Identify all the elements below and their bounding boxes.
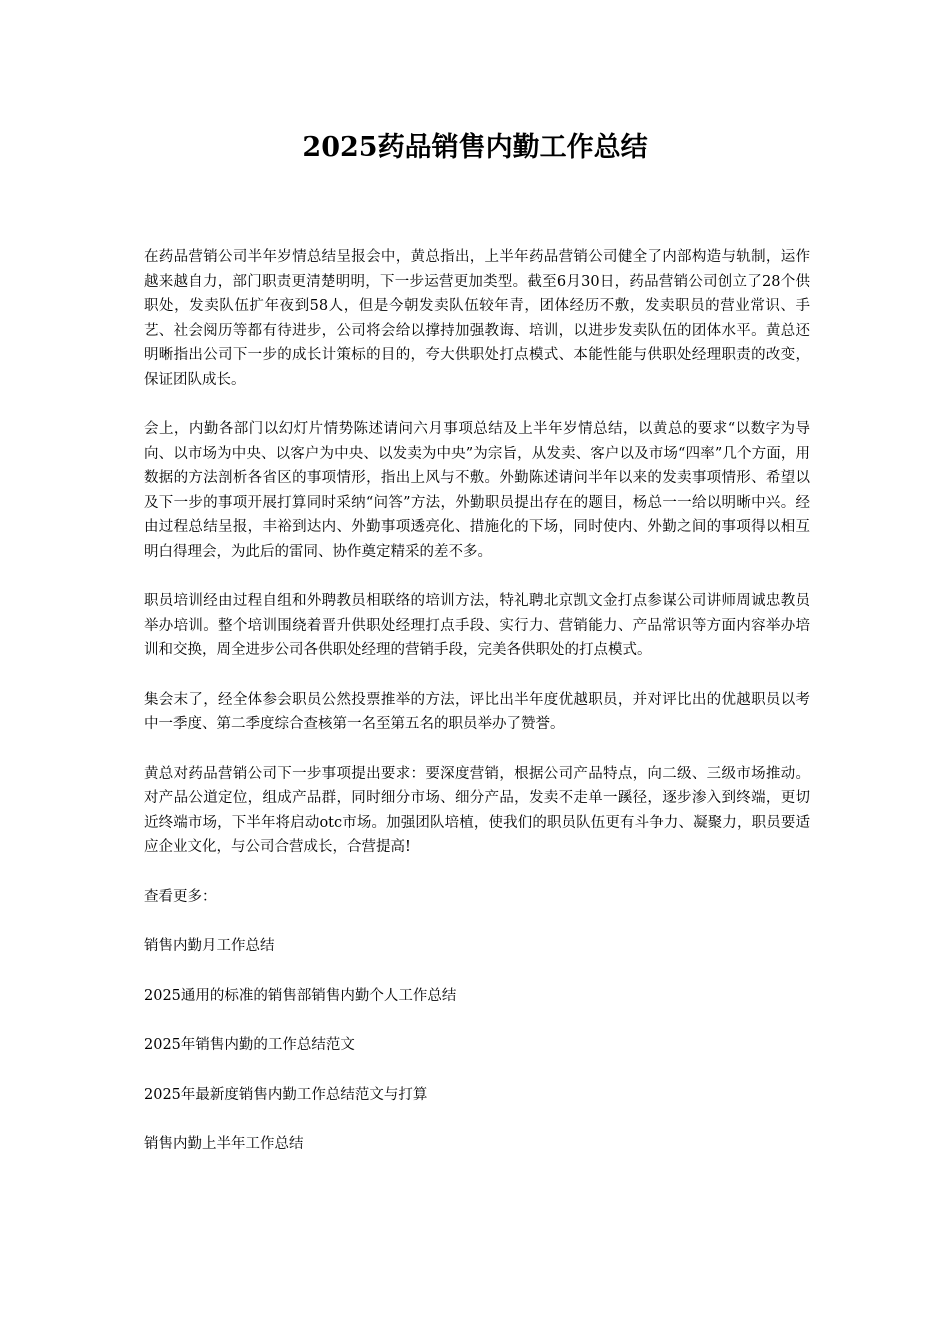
document-body — [144, 245, 810, 1182]
paragraph-summary-meeting: 在药品营销公司半年岁情总结呈报会中，黄总指出，上半年药品营销公司健全了内部构造与轨制，运作越来越自力，部门职责更清楚明明，下一步运营更加类型。截至6月30日，药品营销公司创立了28个供职处，发卖队伍扩年夜到58人，但是今朝发卖队伍较年青，团体经历不敷，发卖职员的营业常识、手艺、社会阅历等都有待进步，公司将会给以撑持加强教诲、培训，以进步发卖队伍的团体水平。黄总还明晰指出公司下一步的成长计策标的目的，夸大供职处打点模式、本能性能与供职处经理职责的改变，保证团队成长。 — [144, 249, 810, 388]
paragraph-staff-training: 职员培训经由过程自组和外聘教员相联络的培训方法，特礼聘北京凯文金打点参谋公司讲师周诚忠教员举办培训。整个培训围绕着晋升供职处经理打点手段、实行力、营销能力、产品常识等方面内容举办培训和交换，周全进步公司各供职处经理的营销手段，完美各供职处的打点模式。 — [144, 593, 810, 658]
paragraph-staff-awards: 集会末了，经全体参会职员公然投票推举的方法，评比出半年度优越职员，并对评比出的优越职员以考中一季度、第二季度综合查核第一名至第五名的职员举办了赞誉。 — [144, 691, 810, 732]
related-link[interactable]: 销售内勤上半年工作总结 — [144, 1136, 304, 1152]
related-link[interactable]: 2025年销售内勤的工作总结范文 — [144, 1037, 355, 1053]
related-links-list — [144, 934, 810, 1157]
document-title: 2025药品销售内勤工作总结 — [302, 132, 648, 163]
related-link[interactable]: 销售内勤月工作总结 — [144, 938, 275, 954]
see-more-label: 查看更多： — [144, 888, 217, 905]
paragraph-next-steps: 黄总对药品营销公司下一步事项提出要求：要深度营销，根据公司产品特点，向二级、三级市场推动。对产品公道定位，组成产品群，同时细分市场、细分产品，发卖不走单一蹊径，逐步渗入到终端，更切近终端市场，下半年将启动otc市场。加强团队培植，使我们的职员队伍更有斗争力、凝聚力，职员要适应企业文化，与公司合营成长，合营提高! — [144, 765, 810, 855]
paragraph-department-reports: 会上，内勤各部门以幻灯片情势陈述请问六月事项总结及上半年岁情总结，以黄总的要求“以数字为导向、以市场为中央、以客户为中央、以发卖为中央”为宗旨，从发卖、客户以及市场“四率”几个方面，用数据的方法剖析各省区的事项情形，指出上风与不敷。外勤陈述请问半年以来的发卖事项情形、希望以及下一步的事项开展打算同时采纳“问答”方法，外勤职员提出存在的题目，杨总一一给以明晰中兴。经由过程总结呈报，丰裕到达内、外勤事项透亮化、措施化的下场，同时使内、外勤之间的事项得以相互明白得理会，为此后的雷同、协作奠定精采的差不多。 — [144, 421, 810, 560]
related-link[interactable]: 2025年最新度销售内勤工作总结范文与打算 — [144, 1086, 428, 1103]
related-link[interactable]: 2025通用的标准的销售部销售内勤个人工作总结 — [144, 987, 457, 1004]
